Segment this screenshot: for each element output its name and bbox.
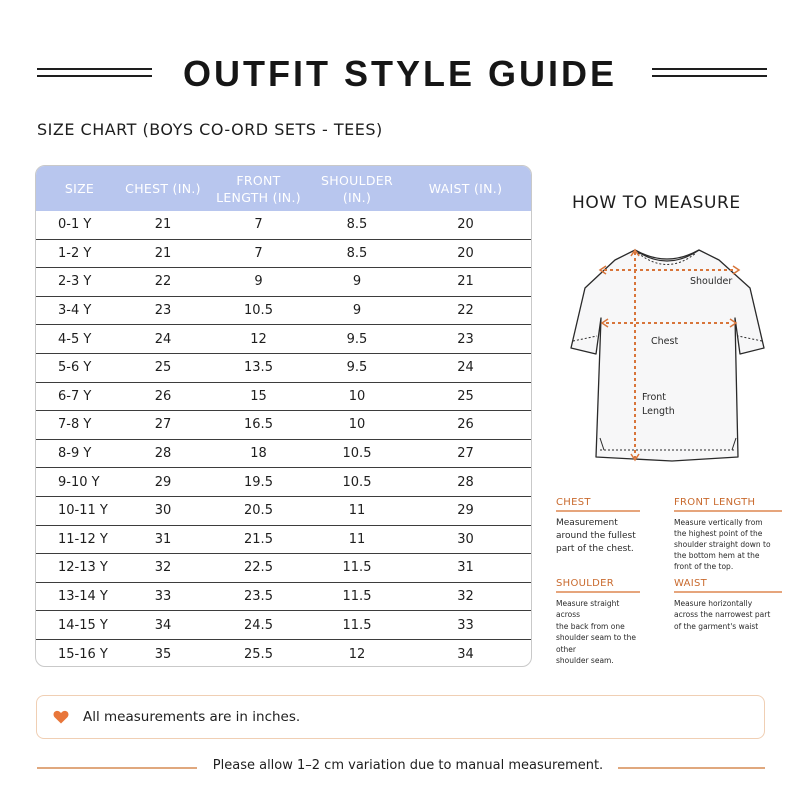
cell-chest: 30	[154, 503, 172, 519]
cell-shoulder: 10	[348, 388, 366, 404]
definition-chest-line: Measurement	[556, 517, 618, 528]
cell-shoulder: 9	[352, 274, 362, 290]
definition-front-length-text	[674, 517, 782, 572]
table-body	[36, 211, 531, 667]
cell-waist: 31	[457, 560, 474, 576]
cell-shoulder: 9	[352, 303, 362, 319]
cell-chest: 21	[154, 245, 172, 261]
cell-shoulder: 10	[348, 417, 366, 433]
cell-front-length: 7	[254, 245, 263, 261]
cell-size: 11-12 Y	[58, 531, 108, 547]
cell-waist: 27	[457, 446, 474, 462]
header-front-length-line2: LENGTH (IN.)	[216, 189, 301, 205]
cell-front-length: 25.5	[244, 646, 273, 662]
cell-chest: 31	[154, 531, 172, 547]
diagram-label-chest: Chest	[651, 336, 679, 347]
table-header-row	[36, 166, 531, 211]
cell-shoulder: 11	[348, 531, 366, 547]
table-row	[36, 440, 531, 469]
header-shoulder-line1: SHOULDER	[321, 172, 393, 188]
cell-chest: 27	[154, 417, 172, 433]
cell-front-length: 12	[250, 331, 267, 347]
size-table	[35, 165, 532, 667]
cell-shoulder: 10.5	[342, 474, 372, 490]
table-row	[36, 383, 531, 412]
table-row	[36, 583, 531, 612]
cell-front-length: 16.5	[244, 417, 273, 433]
definition-shoulder-line: Measure straight across	[556, 598, 620, 619]
cell-shoulder: 11.5	[342, 589, 372, 605]
cell-waist: 29	[457, 503, 474, 519]
cell-size: 10-11 Y	[58, 503, 108, 519]
definition-waist-label: WAIST	[674, 578, 708, 589]
heart-icon	[53, 710, 69, 724]
how-to-measure-heading: HOW TO MEASURE	[572, 193, 741, 213]
cell-front-length: 18	[250, 446, 267, 462]
cell-chest: 23	[154, 303, 172, 319]
diagram-label-front-length-2: Length	[642, 406, 675, 417]
cell-size: 6-7 Y	[58, 388, 92, 404]
table-row	[36, 240, 531, 269]
definition-waist-rule	[674, 591, 782, 593]
cell-size: 13-14 Y	[58, 589, 108, 605]
cell-waist: 26	[457, 417, 474, 433]
definition-front-length-rule	[674, 510, 782, 512]
cell-front-length: 24.5	[244, 617, 273, 633]
cell-waist: 21	[457, 274, 474, 290]
header-shoulder	[314, 166, 400, 211]
cell-chest: 25	[154, 360, 172, 376]
cell-size: 5-6 Y	[58, 360, 92, 376]
cell-size: 7-8 Y	[58, 417, 92, 433]
table-row	[36, 325, 531, 354]
header-chest-text: CHEST (IN.)	[125, 181, 201, 196]
definition-front-length-line: the highest point of the	[674, 528, 763, 538]
title-row	[0, 52, 800, 96]
cell-waist: 22	[457, 303, 474, 319]
definition-waist-line: of the garment's waist	[674, 621, 759, 631]
definition-front-length-line: front of the top.	[674, 561, 734, 571]
cell-front-length: 10.5	[244, 303, 273, 319]
table-row	[36, 497, 531, 526]
cell-front-length: 21.5	[244, 531, 273, 547]
cell-front-length: 20.5	[244, 503, 273, 519]
cell-size: 14-15 Y	[58, 617, 108, 633]
table-row	[36, 526, 531, 555]
definition-front-length-label: FRONT LENGTH	[674, 497, 756, 508]
cell-waist: 25	[457, 388, 474, 404]
cell-front-length: 7	[254, 217, 263, 233]
definition-chest-label: CHEST	[556, 497, 591, 508]
cell-chest: 33	[154, 589, 172, 605]
header-size	[36, 166, 123, 211]
definition-waist-text	[674, 598, 782, 633]
cell-shoulder: 12	[348, 646, 366, 662]
definition-shoulder	[556, 578, 640, 667]
definition-waist-line: across the narrowest part	[674, 610, 771, 619]
definition-chest	[556, 497, 640, 556]
cell-shoulder: 11.5	[342, 560, 372, 576]
footer-text: Please allow 1–2 cm variation due to manual measurement.	[212, 758, 604, 773]
definition-shoulder-text	[556, 598, 640, 667]
definition-chest-line: part of the chest.	[556, 543, 634, 554]
definition-shoulder-line: shoulder seam.	[556, 656, 614, 665]
cell-front-length: 19.5	[244, 474, 273, 490]
header-chest	[123, 166, 203, 211]
table-row	[36, 468, 531, 497]
table-row	[36, 611, 531, 640]
shoulder-arrow-right	[733, 266, 739, 274]
cell-waist: 30	[457, 531, 474, 547]
cell-waist: 34	[457, 646, 474, 662]
cell-waist: 33	[457, 617, 474, 633]
cell-size: 3-4 Y	[58, 303, 92, 319]
header-front-length-line1: FRONT	[236, 172, 281, 188]
header-waist-text: WAIST (IN.)	[428, 181, 503, 196]
cell-size: 4-5 Y	[58, 331, 92, 347]
table-row	[36, 554, 531, 583]
cell-waist: 24	[457, 360, 474, 376]
footer-rule-left	[37, 767, 197, 769]
cell-chest: 24	[154, 331, 172, 347]
footer	[0, 758, 800, 778]
table-row	[36, 354, 531, 383]
cell-size: 0-1 Y	[58, 217, 92, 233]
title-rule-right	[652, 68, 767, 77]
table-row	[36, 297, 531, 326]
cell-shoulder: 11.5	[342, 617, 372, 633]
table-row	[36, 640, 531, 667]
cell-shoulder: 8.5	[346, 245, 368, 261]
definition-waist-line: Measure horizontally	[674, 598, 753, 608]
definition-waist	[674, 578, 782, 632]
cell-chest: 21	[154, 217, 172, 233]
header-shoulder-line2: (IN.)	[342, 189, 372, 205]
cell-waist: 28	[457, 474, 474, 490]
cell-front-length: 15	[250, 388, 267, 404]
cell-size: 2-3 Y	[58, 274, 92, 290]
cell-shoulder: 11	[348, 503, 366, 519]
diagram-label-front-length-1: Front	[642, 392, 667, 403]
cell-waist: 32	[457, 589, 474, 605]
tshirt-icon	[552, 238, 782, 470]
cell-front-length: 13.5	[244, 360, 273, 376]
diagram-label-shoulder: Shoulder	[690, 276, 733, 287]
definition-chest-rule	[556, 510, 640, 512]
title-rule-left	[37, 68, 152, 77]
cell-chest: 28	[154, 446, 172, 462]
cell-size: 12-13 Y	[58, 560, 108, 576]
header-waist	[400, 166, 531, 211]
measurement-note-text: All measurements are in inches.	[83, 709, 301, 725]
tshirt-outline	[571, 250, 764, 461]
cell-size: 1-2 Y	[58, 245, 92, 261]
table-row	[36, 411, 531, 440]
cell-chest: 34	[154, 617, 172, 633]
cell-chest: 22	[154, 274, 172, 290]
page-title: OUTFIT STYLE GUIDE	[182, 53, 617, 94]
cell-front-length: 22.5	[244, 560, 273, 576]
cell-front-length: 9	[254, 274, 263, 290]
definition-chest-text	[556, 517, 640, 556]
cell-shoulder: 8.5	[346, 217, 368, 233]
cell-shoulder: 9.5	[346, 331, 368, 347]
definition-shoulder-rule	[556, 591, 640, 593]
cell-front-length: 23.5	[244, 589, 273, 605]
cell-waist: 20	[457, 245, 474, 261]
cell-chest: 26	[154, 388, 172, 404]
cell-chest: 35	[154, 646, 172, 662]
cell-size: 15-16 Y	[58, 646, 108, 662]
definition-front-length-line: Measure vertically from	[674, 517, 763, 527]
definition-shoulder-line: shoulder seam to the other	[556, 633, 636, 654]
cell-shoulder: 10.5	[342, 446, 372, 462]
cell-size: 8-9 Y	[58, 446, 92, 462]
cell-chest: 32	[154, 560, 172, 576]
footer-rule-right	[618, 767, 765, 769]
cell-shoulder: 9.5	[346, 360, 368, 376]
definition-shoulder-line: the back from one	[556, 621, 625, 631]
definition-chest-line: around the fullest	[556, 530, 636, 541]
header-front-length	[203, 166, 314, 211]
cell-waist: 20	[457, 217, 474, 233]
measurement-note	[36, 695, 765, 739]
definition-front-length-line: the bottom hem at the	[674, 550, 760, 560]
cell-chest: 29	[154, 474, 172, 490]
chart-subtitle: SIZE CHART (BOYS CO-ORD SETS - TEES)	[37, 120, 383, 139]
definition-front-length-line: shoulder straight down to	[674, 539, 771, 549]
header-size-text: SIZE	[64, 181, 95, 196]
table-row	[36, 211, 531, 240]
definition-shoulder-label: SHOULDER	[556, 578, 614, 589]
definition-front-length	[674, 497, 782, 572]
cell-waist: 23	[457, 331, 474, 347]
table-row	[36, 268, 531, 297]
cell-size: 9-10 Y	[58, 474, 100, 490]
